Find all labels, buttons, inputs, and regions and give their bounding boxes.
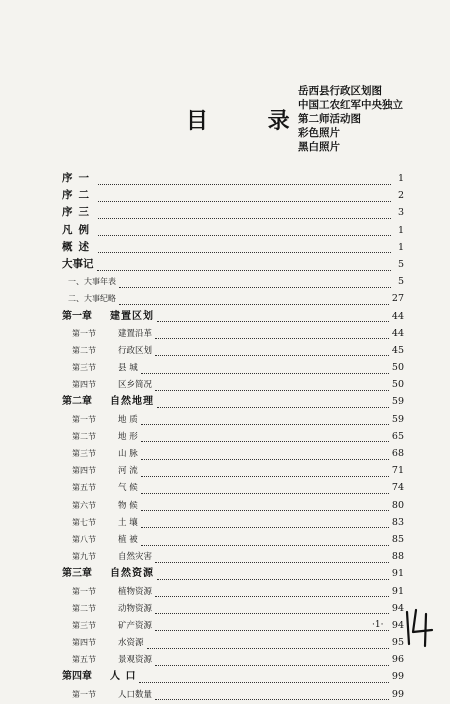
toc-entry-title: 地 质 [118,414,138,425]
toc-page-number: 74 [391,482,404,494]
toc-entry-title: 自然灾害 [118,552,153,563]
dot-leader [147,637,389,649]
toc-entry-label [62,668,136,685]
toc-page-number: 5 [397,258,404,270]
toc-entry-label [62,617,152,635]
toc-entry-number: 第一节 [72,586,96,596]
toc-section-row [62,342,404,359]
toc-section-row [62,462,404,479]
dot-leader [155,654,389,666]
toc-entry-label [62,651,152,669]
toc-entry-label: 序二 [62,189,95,202]
toc-page-number: 91 [391,568,404,580]
toc-entry-number: 第一章 [62,310,92,322]
toc-page-number: 95 [391,637,404,649]
toc-entry-title: 植物资源 [118,586,153,597]
dot-leader [98,207,391,219]
front-matter-item: 第二师活动图 [298,113,361,125]
dot-leader [155,551,389,563]
toc-entry-title: 自然资源 [110,568,154,580]
toc-entry-label [62,445,138,463]
toc-section-row [62,600,404,617]
toc-row [62,256,404,273]
toc-page-number: 1 [397,241,404,253]
dot-leader [141,482,389,494]
toc-entry-number: 第四节 [72,466,96,476]
toc-entry-number: 第四节 [72,638,96,648]
toc-row [62,204,404,221]
toc-entry-label [62,308,154,325]
toc-page-number: 44 [391,310,404,322]
toc-section-row [62,583,404,600]
front-matter-item: 彩色照片 [298,127,340,139]
toc-entry-label [62,411,138,429]
handwritten-page-number [402,604,436,648]
toc-entry-label [62,583,152,601]
dot-leader [141,516,389,528]
dot-leader [155,619,389,631]
dot-leader [155,327,389,339]
toc-row [62,170,404,187]
toc-entry-title: 建置沿革 [118,328,153,339]
toc-entry-label [62,634,144,652]
toc-entry-number: 第五节 [72,655,96,665]
toc-entry-label [62,686,152,704]
toc-entry-title: 建置区划 [110,310,154,322]
toc-entry-title: 山 脉 [118,449,138,459]
toc-chapter-row [62,668,404,685]
toc-section-row [62,411,404,428]
toc-section-row [62,548,404,565]
toc-entry-label [62,479,138,497]
toc-page-number: 45 [391,344,404,356]
toc-entry-title: 自然地理 [110,396,154,408]
toc-row [62,222,404,239]
toc-page-number: 50 [391,379,404,391]
toc-entry-label [62,376,152,394]
dot-leader [155,379,389,391]
dot-leader [141,499,389,511]
toc-entry-title: 景观资源 [118,655,153,666]
toc-entry-number: 第二节 [72,345,96,355]
toc-page-number: 5 [397,276,404,288]
dot-leader [141,448,389,460]
dot-leader [98,224,391,236]
toc-entry-number: 第三节 [72,449,96,458]
toc-page-number: 59 [391,413,404,425]
toc-page-number: 96 [391,654,404,666]
dot-leader [119,293,389,305]
toc-chapter-row [62,393,404,410]
toc-entry-number: 第七节 [72,517,96,527]
toc-entry-number: 第二节 [72,431,96,441]
dot-leader [141,362,389,374]
toc-entry-title: 植 被 [118,534,138,545]
dot-leader [119,276,391,288]
toc-page-number: 1 [397,224,404,236]
toc-entry-label [62,462,138,480]
toc-entry-label: 凡例 [62,223,95,236]
toc-page-number: 91 [391,585,404,597]
dot-leader [141,430,389,442]
toc-section-row [62,325,404,342]
toc-page-number: 83 [391,516,404,528]
dot-leader [141,534,389,546]
toc-entry-label [62,359,138,377]
toc-entry-label: 一、大事年表 [68,277,116,287]
toc-section-row [62,686,404,703]
dot-leader [157,396,389,408]
toc-row [62,239,404,256]
toc-entry-label: 序一 [62,172,95,184]
toc-entry-number: 第一节 [72,328,96,338]
toc-section-row [62,651,404,668]
toc-row [62,273,404,290]
toc-entry-title: 行政区划 [118,345,153,356]
toc-entry-label: 大事记 [62,257,94,270]
toc-entry-number: 第八节 [72,534,96,544]
toc-section-row [62,445,404,462]
toc-entry-number: 第五节 [72,483,96,493]
toc-entry-number: 第三节 [72,363,96,373]
toc-page-number: 44 [391,327,404,339]
toc-entry-number: 第四章 [62,671,92,683]
toc-section-row [62,359,404,376]
dot-leader [97,259,392,271]
toc-section-row [62,428,404,445]
toc-entry-number: 第六节 [72,500,96,510]
toc-entry-number: 第三节 [72,620,96,630]
dot-leader [98,241,391,253]
toc-page-number: 50 [391,362,404,374]
toc-page-number: 99 [391,688,404,700]
dot-leader [157,568,389,580]
toc-entry-label: 序三 [62,206,95,219]
toc-entry-number: 第三章 [62,568,92,580]
dot-leader [155,602,389,614]
page-number: ·1· [372,620,384,630]
toc-section-row [62,376,404,393]
toc-entry-label [62,393,154,410]
toc-row [62,187,404,204]
toc-page-number: 80 [391,499,404,511]
dot-leader [139,671,388,683]
toc-section-row [62,634,404,651]
toc-entry-label [62,565,154,582]
toc-entry-label: 概述 [62,240,95,253]
toc-entry-title: 县 城 [118,363,138,374]
toc-entry-label [62,531,138,549]
toc-page-number: 2 [397,190,404,202]
toc-page-number: 68 [391,448,404,459]
toc-entry-title: 人口数量 [118,689,153,700]
dot-leader [155,344,389,356]
toc-section-row [62,479,404,496]
front-matter-list [298,84,403,154]
toc-chapter-row [62,308,404,325]
toc-entry-number: 第一节 [72,414,96,424]
toc-entry-title: 动物资源 [118,603,153,614]
toc-entry-number: 第四节 [72,380,96,390]
toc-entry-title: 气 候 [118,483,138,494]
toc-entry-title: 区乡简况 [118,380,153,391]
toc-entry-title: 地 形 [118,431,138,442]
toc-entry-number: 第一节 [72,689,96,699]
toc-entry-title: 水资源 [118,638,144,649]
toc-entry-title: 物 候 [118,500,138,511]
toc-page-number: 1 [397,173,404,184]
toc-page-number: 99 [391,671,404,683]
toc-page-number: 85 [391,533,404,545]
toc-section-row [62,531,404,548]
toc-page-number: 94 [391,619,404,631]
toc-chapter-row [62,565,404,582]
dot-leader [155,688,389,700]
toc-entry-title: 人 口 [110,671,137,683]
dot-leader [98,190,391,202]
dot-leader [155,585,389,597]
toc-section-row [62,497,404,514]
toc-entry-label [62,548,152,566]
page-title: 目 录 [186,109,316,134]
front-matter-item: 岳西县行政区划图 [298,85,382,97]
dot-leader [141,465,389,477]
table-of-contents [62,170,404,703]
toc-entry-label [62,497,138,515]
toc-entry-label: 二、大事纪略 [68,294,116,304]
toc-entry-label [62,325,152,343]
toc-entry-title: 河 流 [118,466,138,477]
toc-page-number: 65 [391,430,404,442]
dot-leader [98,173,391,185]
toc-page-number: 71 [391,465,404,477]
toc-entry-title: 矿产资源 [118,620,153,631]
toc-entry-number: 第二节 [72,603,96,613]
dot-leader [141,413,389,425]
toc-entry-label [62,428,138,446]
toc-page-number: 27 [391,293,404,305]
toc-entry-title: 土 壤 [118,517,138,528]
dot-leader [157,310,389,322]
toc-page-number: 88 [391,551,404,563]
toc-section-row [62,617,404,634]
toc-page-number: 94 [391,602,404,614]
toc-entry-number: 第九节 [72,552,96,562]
toc-entry-label [62,342,152,360]
toc-section-row [62,514,404,531]
toc-row [62,290,404,307]
toc-page-number: 59 [391,396,404,408]
toc-entry-label [62,600,152,618]
toc-page-number: 3 [397,207,404,219]
front-matter-item: 中国工农红军中央独立 [298,99,403,111]
toc-entry-label [62,514,138,532]
front-matter-item: 黑白照片 [298,141,340,153]
toc-entry-number: 第二章 [62,396,92,408]
